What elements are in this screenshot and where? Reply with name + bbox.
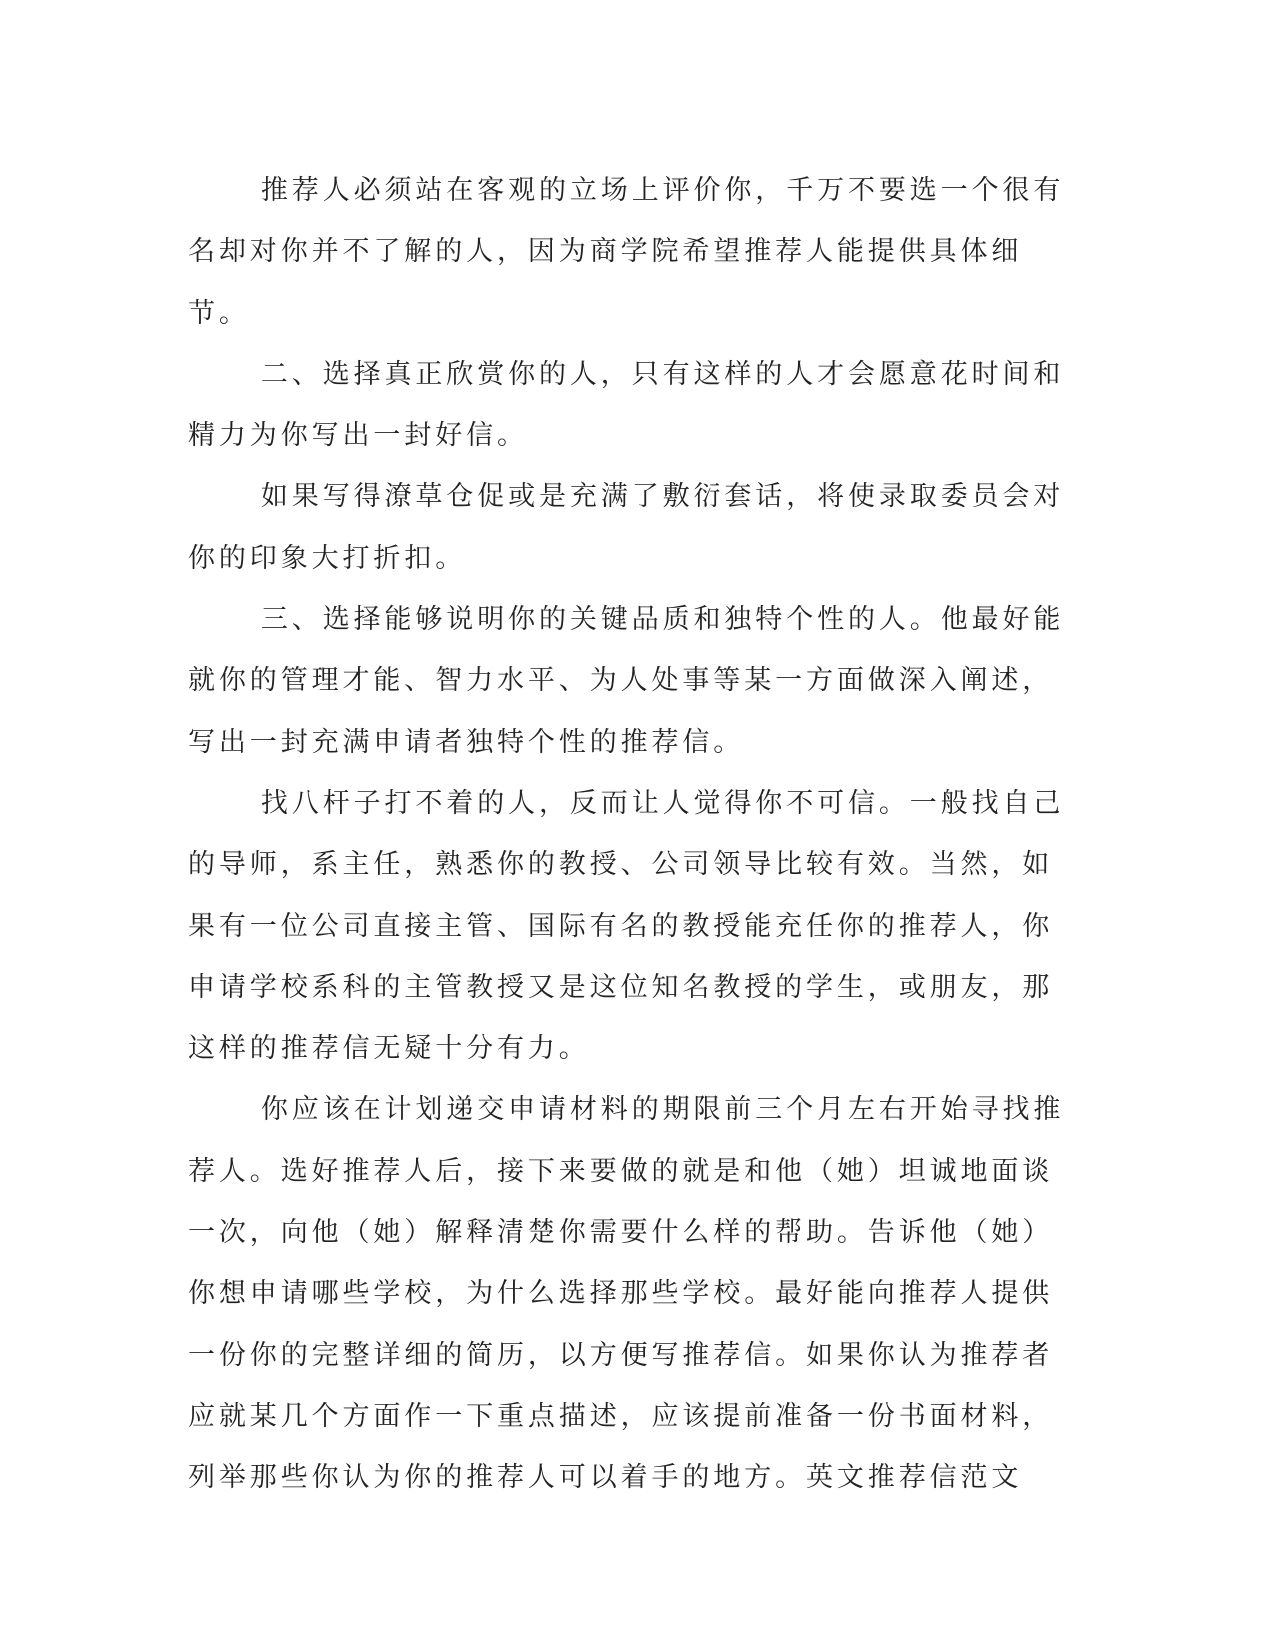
paragraph-5: 找八杆子打不着的人，反而让人觉得你不可信。一般找自己的导师，系主任，熟悉你的教授、公司领导比较有效。当然，如果有一位公司直接主管、国际有名的教授能充任你的推荐人，你申请学校系科的主管教授又是这位知名教授的学生，或朋友，那这样的推荐信无疑十分有力。	[188, 787, 1065, 1065]
paragraph-3: 如果写得潦草仓促或是充满了敷衍套话，将使录取委员会对你的印象大打折扣。	[188, 481, 1065, 574]
paragraph-4: 三、选择能够说明你的关键品质和独特个性的人。他最好能就你的管理才能、智力水平、为人处事等某一方面做深入阐述，写出一封充满申请者独特个性的推荐信。	[188, 604, 1065, 758]
paragraph-1: 推荐人必须站在客观的立场上评价你，千万不要选一个很有名却对你并不了解的人，因为商学院希望推荐人能提供具体细节。	[188, 175, 1065, 329]
paragraph-2: 二、选择真正欣赏你的人，只有这样的人才会愿意花时间和精力为你写出一封好信。	[188, 358, 1065, 452]
document-body	[188, 160, 1068, 1509]
paragraph-6: 你应该在计划递交申请材料的期限前三个月左右开始寻找推荐人。选好推荐人后，接下来要做的就是和他（她）坦诚地面谈一次，向他（她）解释清楚你需要什么样的帮助。告诉他（她）你想申请哪些学校，为什么选择那些学校。最好能向推荐人提供一份你的完整详细的简历，以方便写推荐信。如果你认为推荐者应就某几个方面作一下重点描述，应该提前准备一份书面材料，列举那些你认为你的推荐人可以着手的地方。英文推荐信范文	[188, 1094, 1065, 1494]
